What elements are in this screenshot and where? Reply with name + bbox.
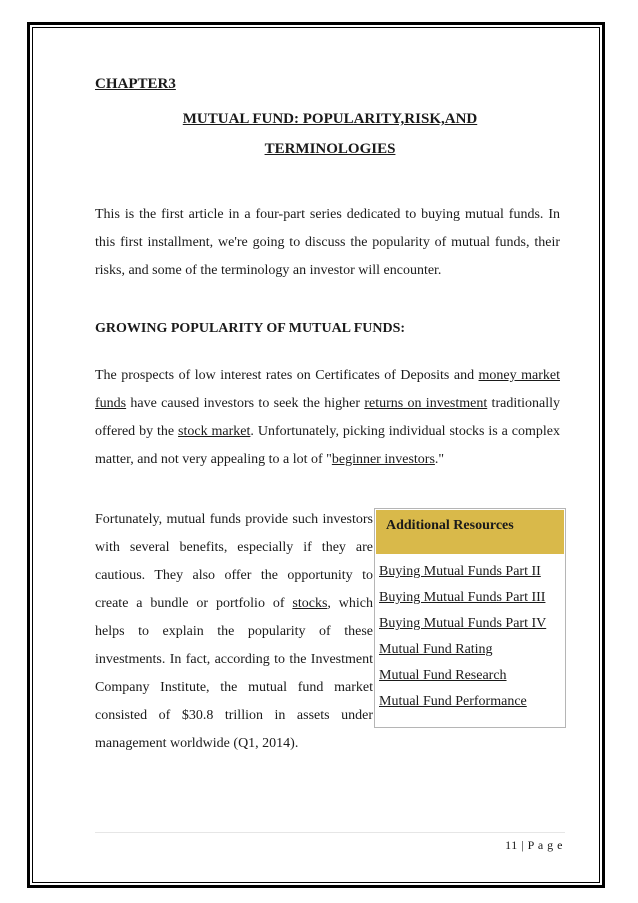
text-run: . Unfortunately, picking individual stocks is a complex matter, and not very appealing to a lot of " xyxy=(95,424,561,467)
resource-link-buying-part-3[interactable]: Buying Mutual Funds Part III xyxy=(379,590,546,605)
chapter-label: CHAPTER3 xyxy=(95,76,176,92)
stock-market-link[interactable]: stock market xyxy=(178,424,251,439)
resource-link-buying-part-2[interactable]: Buying Mutual Funds Part II xyxy=(379,564,541,579)
intro-paragraph: This is the first article in a four-part series dedicated to buying mutual funds. In this first installment, we're going to discuss the popularity of mutual funds, their risks, and some of the terminology an investor will encounter. xyxy=(95,207,560,278)
resources-list xyxy=(379,559,546,715)
text-run: ." xyxy=(434,452,445,467)
text-run: have caused investors to seek the higher xyxy=(126,396,365,411)
footer-divider xyxy=(95,832,565,833)
stocks-link[interactable]: stocks xyxy=(292,596,328,611)
text-run: The prospects of low interest rates on Certificates of Deposits and xyxy=(95,368,479,383)
money-market-funds-link[interactable]: money market funds xyxy=(95,368,560,411)
resource-link-fund-rating[interactable]: Mutual Fund Rating xyxy=(379,642,493,657)
page-number: 11 | P a g e xyxy=(505,838,563,852)
beginner-investors-link[interactable]: beginner investors xyxy=(331,452,435,467)
text-run: , which helps to explain the popularity of these investments. In fact, according to the Investment Company Institute, the mutual fund market consisted of $30.8 trillion in assets under management worldwide (Q1, 2014). xyxy=(95,596,373,751)
resources-heading: Additional Resources xyxy=(386,518,514,533)
popularity-paragraph xyxy=(95,362,560,474)
benefits-paragraph xyxy=(95,506,373,758)
text-run: traditionally offered by the xyxy=(95,396,560,439)
chapter-title-line2: TERMINOLOGIES xyxy=(264,141,396,157)
resource-link-fund-research[interactable]: Mutual Fund Research xyxy=(379,668,507,683)
resource-link-buying-part-4[interactable]: Buying Mutual Funds Part IV xyxy=(379,616,547,631)
section-heading: GROWING POPULARITY OF MUTUAL FUNDS: xyxy=(95,321,406,336)
resources-header xyxy=(376,510,564,554)
text-run: Fortunately, mutual funds provide such investors with several benefits, especially if they are cautious. They also offer the opportunity to create a bundle or portfolio of xyxy=(95,512,373,611)
additional-resources-box xyxy=(374,508,566,728)
chapter-title-line1: MUTUAL FUND: POPULARITY,RISK,AND xyxy=(182,111,478,127)
resource-link-fund-performance[interactable]: Mutual Fund Performance xyxy=(379,694,527,709)
returns-on-investment-link[interactable]: returns on investment xyxy=(364,396,488,411)
